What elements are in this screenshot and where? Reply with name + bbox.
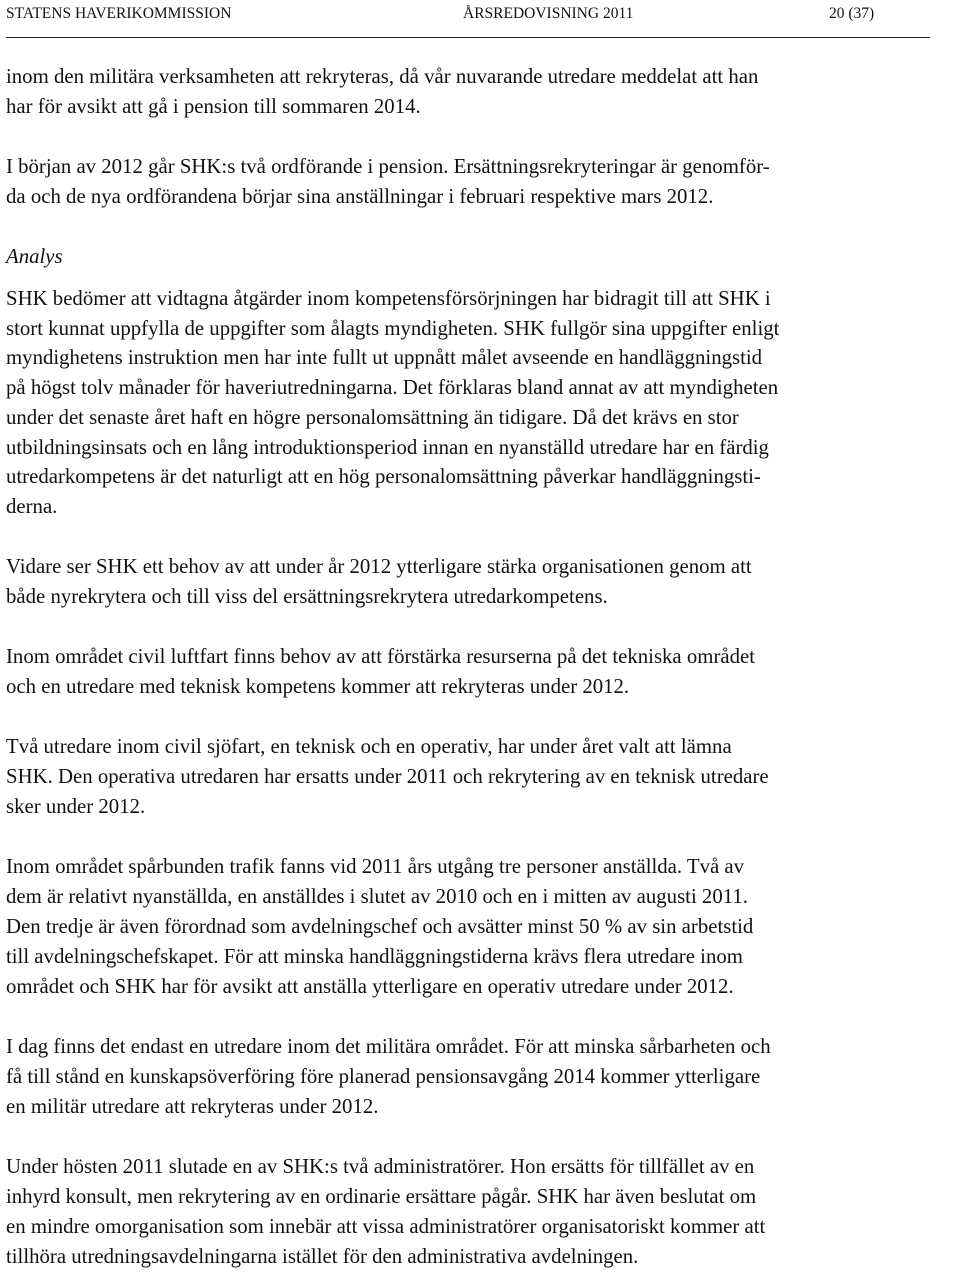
- page-header: [6, 4, 928, 26]
- text-line: Inom området spårbunden trafik fanns vid 2011 års utgång tre personer anställda. Två av: [6, 854, 745, 878]
- text-line: Inom området civil luftfart finns behov av att förstärka resurserna på det tekniska området: [6, 644, 756, 668]
- text-line: området och SHK har för avsikt att anställa ytterligare en operativ utredare under 2012.: [6, 974, 734, 998]
- header-divider: [6, 37, 930, 38]
- paragraph-9: [6, 1152, 954, 1272]
- text-line: utredarkompetens är det naturligt att en hög personalomsättning påverkar handläggningsti-: [6, 465, 761, 489]
- text-line: till avdelningschefskapet. För att minska handläggningstiderna krävs flera utredare inom: [6, 944, 743, 968]
- text-line: få till stånd en kunskapsöverföring före planerad pensionsavgång 2014 kommer ytterligare: [6, 1064, 761, 1088]
- paragraph-5: [6, 642, 954, 702]
- text-line: Vidare ser SHK ett behov av att under år 2012 ytterligare stärka organisationen genom att: [6, 554, 752, 578]
- text-line: stort kunnat uppfylla de uppgifter som ålagts myndigheten. SHK fullgör sina uppgifter enligt: [6, 316, 780, 340]
- text-line: och en utredare med teknisk kompetens kommer att rekryteras under 2012.: [6, 674, 630, 698]
- paragraph-7: [6, 852, 954, 1002]
- text-line: har för avsikt att gå i pension till sommaren 2014.: [6, 95, 421, 118]
- paragraph-8: [6, 1032, 954, 1122]
- text-line: utbildningsinsats och en lång introduktionsperiod innan en nyanställd utredare har en färdig: [6, 435, 769, 459]
- section-heading-analys: Analys: [6, 245, 63, 268]
- text-line: SHK bedömer att vidtagna åtgärder inom kompetensförsörjningen har bidragit till att SHK i: [6, 287, 771, 310]
- paragraph-1: [6, 62, 954, 122]
- header-report-title: ÅRSREDOVISNING 2011: [463, 5, 634, 22]
- text-line: myndighetens instruktion men har inte fullt ut uppnått målet avseende en handläggningstid: [6, 346, 763, 370]
- text-line: da och de nya ordförandena börjar sina anställningar i februari respektive mars 2012.: [6, 185, 714, 208]
- text-line: inom den militära verksamheten att rekryteras, då vår nuvarande utredare meddelat att han: [6, 65, 759, 88]
- document-body: [6, 62, 954, 1272]
- text-line: en mindre omorganisation som innebär att vissa administratörer organisatoriskt kommer att: [6, 1214, 766, 1238]
- text-line: Två utredare inom civil sjöfart, en teknisk och en operativ, har under året valt att lämna: [6, 734, 732, 758]
- text-line: både nyrekrytera och till viss del ersättningsrekrytera utredarkompetens.: [6, 584, 608, 608]
- paragraph-6: [6, 732, 954, 822]
- text-line: tillhöra utredningsavdelningarna istället för den administrativa avdelningen.: [6, 1244, 639, 1268]
- text-line: inhyrd konsult, men rekrytering av en ordinarie ersättare pågår. SHK har även beslutat om: [6, 1184, 757, 1208]
- header-page-number: 20 (37): [829, 5, 875, 22]
- text-line: derna.: [6, 494, 58, 518]
- text-line: dem är relativt nyanställda, en anställdes i slutet av 2010 och en i mitten av augusti 2011.: [6, 884, 748, 908]
- text-line: en militär utredare att rekryteras under 2012.: [6, 1094, 379, 1118]
- header-organization: STATENS HAVERIKOMMISSION: [6, 5, 232, 22]
- text-line: Den tredje är även förordnad som avdelningschef och avsätter minst 50 % av sin arbetstid: [6, 914, 754, 938]
- text-line: på högst tolv månader för haveriutredningarna. Det förklaras bland annat av att myndigheten: [6, 376, 779, 400]
- text-line: SHK. Den operativa utredaren har ersatts under 2011 och rekrytering av en teknisk utredare: [6, 764, 769, 788]
- paragraph-4: [6, 552, 954, 612]
- paragraph-analysis: [6, 284, 954, 522]
- text-line: sker under 2012.: [6, 794, 146, 818]
- text-line: I början av 2012 går SHK:s två ordförande i pension. Ersättningsrekryteringar är genomför-: [6, 155, 770, 178]
- paragraph-2: [6, 152, 954, 212]
- text-line: under det senaste året haft en högre personalomsättning än tidigare. Då det krävs en stor: [6, 405, 739, 429]
- text-line: Under hösten 2011 slutade en av SHK:s två administratörer. Hon ersätts för tillfället av en: [6, 1154, 755, 1178]
- text-line: I dag finns det endast en utredare inom det militära området. För att minska sårbarheten och: [6, 1034, 771, 1058]
